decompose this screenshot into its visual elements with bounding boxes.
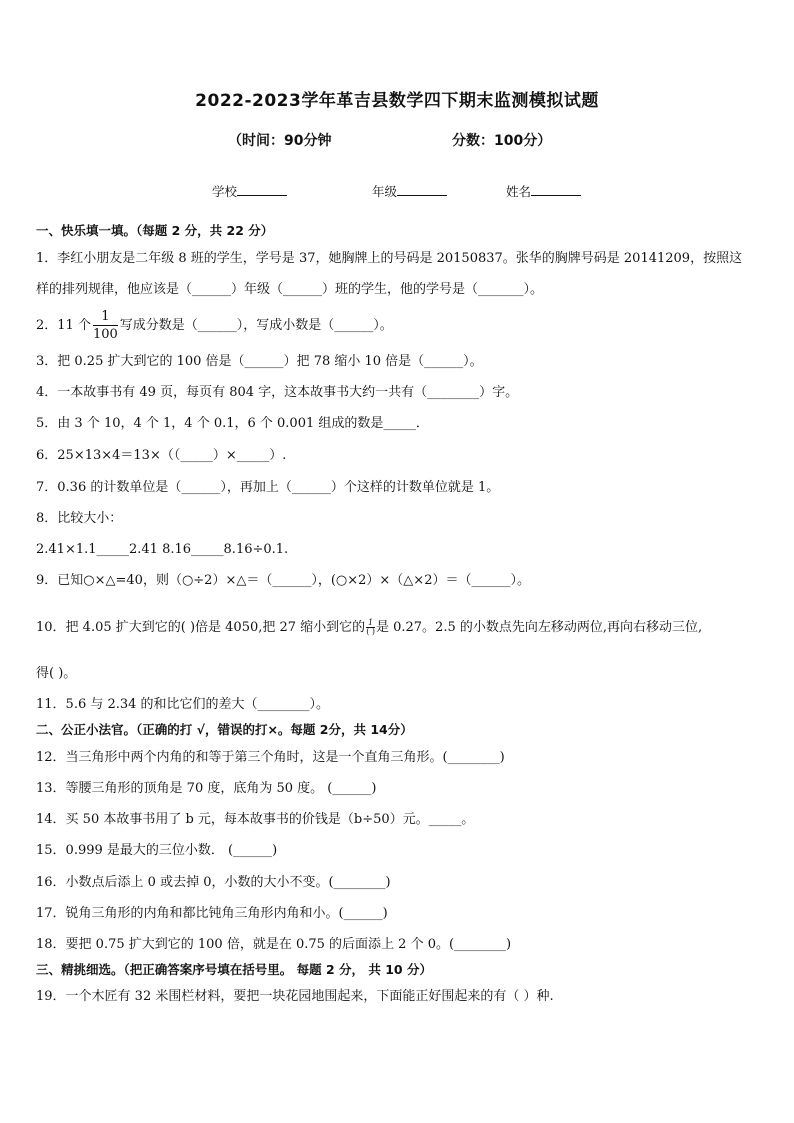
- question-18: 18．要把 0.75 扩大到它的 100 倍，就是在 0.75 的后面添上 2 个 0。(________): [36, 937, 512, 952]
- score-label: 分数：100分）: [452, 133, 552, 149]
- question-4: 4．一本故事书有 49 页，每页有 804 字，这本故事书大约一共有（________）字。: [36, 385, 519, 400]
- question-10-line-2: 得( )。: [36, 666, 77, 681]
- fraction-1-blank: [366, 619, 375, 636]
- question-12: 12．当三角形中两个内角的和等于第三个角时，这是一个直角三角形。(________): [36, 750, 505, 765]
- question-8: 8．比较大小：: [36, 511, 123, 526]
- question-8-compare: 2.41×1.1_____2.41 8.16_____8.16÷0.1.: [36, 542, 289, 557]
- question-11: 11．5.6 与 2.34 的和比它们的差大（________）。: [36, 697, 330, 712]
- fraction-numerator: 1: [368, 618, 374, 627]
- fraction-1-100: [93, 310, 118, 341]
- fraction-denominator: ( ): [366, 627, 375, 636]
- question-10: [36, 614, 702, 642]
- section-2-heading: 二、公正小法官。（正确的打 √，错误的打×。每题 2分，共 14分）: [36, 722, 413, 737]
- question-2-suffix: 写成分数是（______），写成小数是（______）。: [119, 318, 393, 333]
- name-label: 姓名: [506, 184, 532, 199]
- question-17: 17．锐角三角形的内角和都比钝角三角形内角和小。(______): [36, 906, 388, 921]
- school-label: 学校: [212, 184, 238, 199]
- question-2: [36, 310, 393, 341]
- question-5: 5．由 3 个 10，4 个 1，4 个 0.1，6 个 0.001 组成的数是_____．: [36, 416, 429, 431]
- question-2-prefix: 2．11 个: [36, 318, 91, 333]
- question-3: 3．把 0.25 扩大到它的 100 倍是（______）把 78 缩小 10 倍是（______）。: [36, 354, 483, 369]
- grade-label: 年级: [372, 184, 398, 199]
- question-1-line-2: 样的排列规律，他应该是（______）年级（______）班的学生，他的学号是（_______）。: [36, 282, 544, 297]
- time-label: （时间：90分钟: [228, 133, 332, 149]
- question-13: 13．等腰三角形的顶角是 70 度，底角为 50 度。 (______): [36, 781, 377, 796]
- page-title: 2022-2023学年革吉县数学四下期末监测模拟试题: [195, 91, 599, 111]
- name-blank[interactable]: [531, 182, 581, 196]
- fraction-numerator: 1: [93, 310, 118, 326]
- question-19: 19．一个木匠有 32 米围栏材料，要把一块花园地围起来，下面能正好围起来的有（ ）种.: [36, 989, 554, 1004]
- fraction-denominator: 100: [92, 327, 118, 342]
- question-7: 7．0.36 的计数单位是（______），再加上（______）个这样的计数单位就是 1。: [36, 480, 500, 495]
- grade-field: [372, 182, 447, 200]
- question-10-part-2: 是 0.27。2.5 的小数点先向左移动两位,再向右移动三位,: [375, 620, 703, 635]
- grade-blank[interactable]: [397, 182, 447, 196]
- question-10-part-1: 10．把 4.05 扩大到它的( )倍是 4050,把 27 缩小到它的: [36, 620, 366, 635]
- question-14: 14．买 50 本故事书用了 b 元，每本故事书的价钱是（b÷50）元。_____。: [36, 812, 475, 827]
- school-field: [212, 182, 287, 200]
- question-6: 6．25×13×4＝13×（（_____）×_____）.: [36, 448, 287, 463]
- question-9: 9．已知○×△=40，则（○÷2）×△＝（______），(○×2）×（△×2）＝（______）。: [36, 573, 530, 588]
- question-15: 15．0.999 是最大的三位小数． (______): [36, 843, 278, 858]
- name-field: [506, 182, 581, 200]
- question-1-line-1: 1．李红小朋友是二年级 8 班的学生，学号是 37，她胸牌上的号码是 20150837。张华的胸牌号码是 20141209，按照这: [36, 251, 743, 266]
- question-16: 16．小数点后添上 0 或去掉 0，小数的大小不变。(________): [36, 875, 391, 890]
- section-3-heading: 三、精挑细选。（把正确答案序号填在括号里。 每题 2 分， 共 10 分）: [36, 962, 432, 977]
- school-blank[interactable]: [237, 182, 287, 196]
- section-1-heading: 一、快乐填一填。（每题 2 分，共 22 分）: [36, 223, 274, 238]
